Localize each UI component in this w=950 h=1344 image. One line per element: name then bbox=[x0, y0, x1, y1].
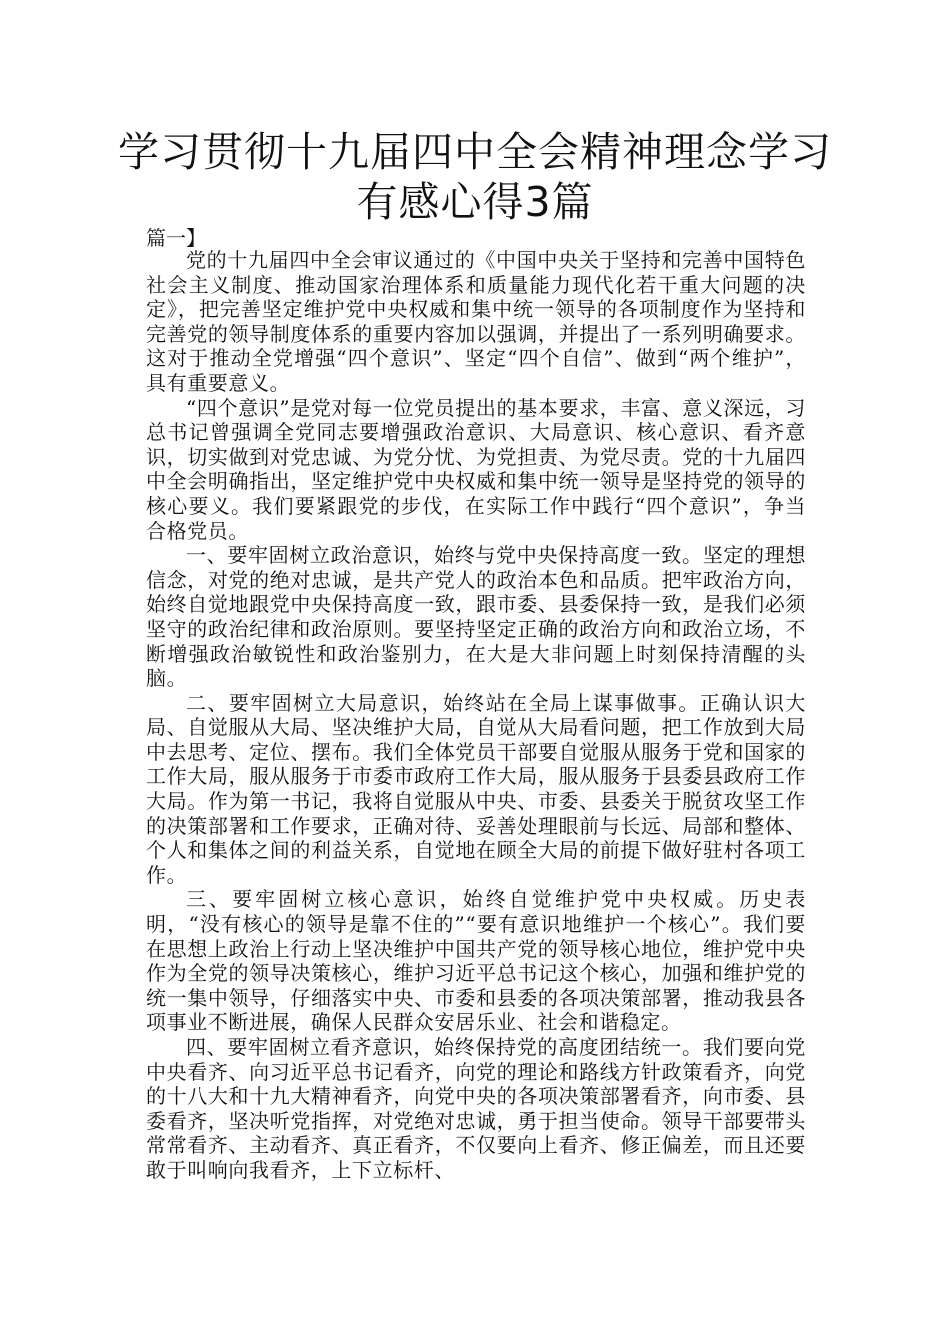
paragraph: 二、要牢固树立大局意识，始终站在全局上谋事做事。正确认识大局、自觉服从大局、坚决维护大局，自觉从大局看问题，把工作放到大局中去思考、定位、摆布。我们全体党员干部要自觉服从服务于党和国家的工作大局，服从服务于市委市政府工作大局，服从服务于县委县政府工作大局。作为第一书记，我将自觉服从中央、市委、县委关于脱贫攻坚工作的决策部署和工作要求，正确对待、妥善处理眼前与长远、局部和整体、个人和集体之间的利益关系，自觉地在顾全大局的前提下做好驻村各项工作。 bbox=[146, 690, 806, 887]
section-label: 篇一】 bbox=[146, 226, 206, 250]
document-body bbox=[146, 248, 806, 1183]
paragraph: 四、要牢固树立看齐意识，始终保持党的高度团结统一。我们要向党中央看齐、向习近平总书记看齐，向党的理论和路线方针政策看齐，向党的十八大和十九大精神看齐，向党中央的各项决策部署看齐，向市委、县委看齐，坚决听党指挥，对党绝对忠诚，勇于担当使命。领导干部要带头常常看齐、主动看齐、真正看齐，不仅要向上看齐、修正偏差，而且还要敢于叫响向我看齐，上下立标杆、 bbox=[146, 1035, 806, 1182]
document-title-line-1: 学习贯彻十九届四中全会精神理念学习 bbox=[118, 128, 832, 176]
paragraph: 三、要牢固树立核心意识，始终自觉维护党中央权威。历史表明，“没有核心的领导是靠不住的”“要有意识地维护一个核心”。我们要在思想上政治上行动上坚决维护中国共产党的领导核心地位，维护党中央作为全党的领导决策核心，维护习近平总书记这个核心，加强和维护党的统一集中领导，仔细落实中央、市委和县委的各项决策部署，推动我县各项事业不断进展，确保人民群众安居乐业、社会和谐稳定。 bbox=[146, 887, 806, 1035]
paragraph: 一、要牢固树立政治意识，始终与党中央保持高度一致。坚定的理想信念，对党的绝对忠诚，是共产党人的政治本色和品质。把牢政治方向，始终自觉地跟党中央保持高度一致，跟市委、县委保持一致，是我们必须坚守的政治纪律和政治原则。要坚持坚定正确的政治方向和政治立场，不断增强政治敏锐性和政治鉴别力，在大是大非问题上时刻保持清醒的头脑。 bbox=[146, 543, 806, 691]
document-title-line-2: 有感心得3篇 bbox=[356, 178, 594, 226]
paragraph: “四个意识”是党对每一位党员提出的基本要求，丰富、意义深远，习总书记曾强调全党同志要增强政治意识、大局意识、核心意识、看齐意识，切实做到对党忠诚、为党分忧、为党担责、为党尽责。党的十九届四中全会明确指出，坚定维护党中央权威和集中统一领导是坚持党的领导的核心要义。我们要紧跟党的步伐，在实际工作中践行“四个意识”，争当合格党员。 bbox=[146, 395, 806, 543]
paragraph: 党的十九届四中全会审议通过的《中国中央关于坚持和完善中国特色社会主义制度、推动国家治理体系和质量能力现代化若干重大问题的决定》，把完善坚定维护党中央权威和集中统一领导的各项制度作为坚持和完善党的领导制度体系的重要内容加以强调，并提出了一系列明确要求。这对于推动全党增强“四个意识”、坚定“四个自信”、做到“两个维护”，具有重要意义。 bbox=[146, 248, 806, 395]
